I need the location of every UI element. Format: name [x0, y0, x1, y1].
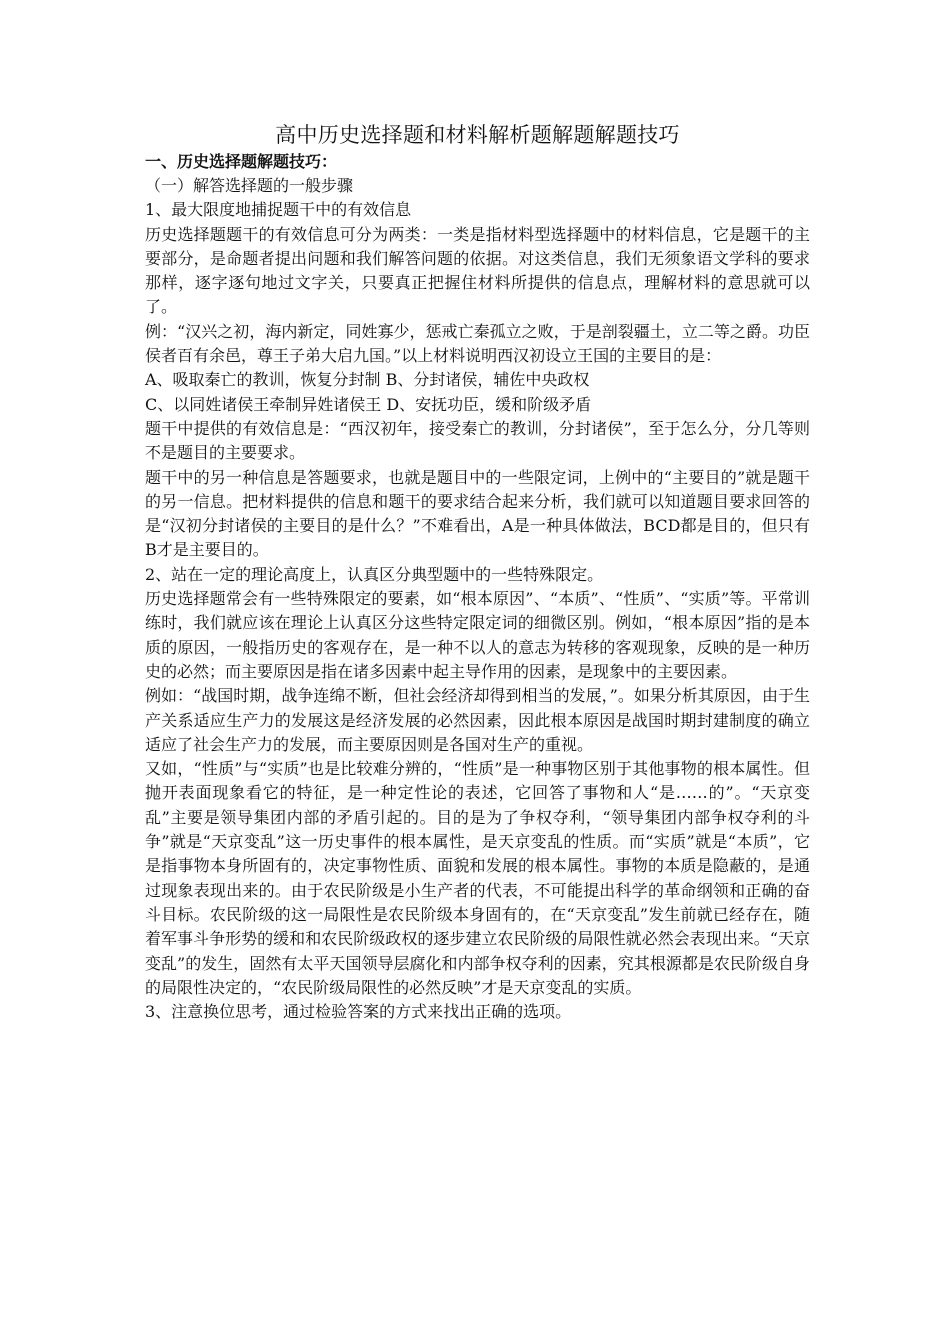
- document-page: [145, 120, 810, 1024]
- sub-heading-steps: （一）解答选择题的一般步骤: [145, 176, 354, 195]
- document-title: 高中历史选择题和材料解析题解题解题技巧: [275, 123, 680, 147]
- section-heading: 一、历史选择题解题技巧：: [145, 152, 338, 171]
- options-ab: A、吸取秦亡的教训，恢复分封制 B、分封诸侯，辅佐中央政权: [145, 370, 590, 390]
- options-cd: C、以同姓诸侯王牵制异姓诸侯王 D、安抚功臣，缓和阶级矛盾: [145, 394, 592, 414]
- example-paragraph: 例：“汉兴之初，海内新定，同姓寡少，惩戒亡秦孤立之败，于是剖裂疆土，立二等之爵。功臣侯者百有余邑，尊王子弟大启九国。”以上材料说明西汉初设立王国的主要目的是：: [145, 321, 810, 366]
- step-3-heading: 3、注意换位思考，通过检验答案的方式来找出正确的选项。: [145, 1002, 572, 1022]
- paragraph: 历史选择题题干的有效信息可分为两类：一类是指材料型选择题中的材料信息，它是题干的主要部分，是命题者提出问题和我们解答问题的依据。对这类信息，我们无须象语文学科的要求那样，逐字逐句地过文字关，只要真正把握住材料所提供的信息点，理解材料的意思就可以了。: [145, 224, 810, 317]
- paragraph: 又如，“性质”与“实质”也是比较难分辨的，“性质”是一种事物区别于其他事物的根本属性。但抛开表面现象看它的特征，是一种定性论的表述，它回答了事物和人“是……的”。“天京变乱”主要是领导集团内部的矛盾引起的。目的是为了争权夺利，“领导集团内部争权夺利的斗争”就是“天京变乱”这一历史事件的根本属性，是天京变乱的性质。而“实质”就是“本质”，它是指事物本身所固有的，决定事物性质、面貌和发展的根本属性。事物的本质是隐蔽的，是通过现象表现出来的。由于农民阶级是小生产者的代表，不可能提出科学的革命纲领和正确的奋斗目标。农民阶级的这一局限性是农民阶级本身固有的，在“天京变乱”发生前就已经存在，随着军事斗争形势的缓和和农民阶级政权的逐步建立农民阶级的局限性就必然会表现出来。“天京变乱”的发生，固然有太平天国领导层腐化和内部争权夺利的因素，究其根源都是农民阶级自身的局限性决定的，“农民阶级局限性的必然反映”才是天京变乱的实质。: [145, 759, 810, 997]
- paragraph: 题干中的另一种信息是答题要求，也就是题目中的一些限定词，上例中的“主要目的”就是题干的另一信息。把材料提供的信息和题干的要求结合起来分析，我们就可以知道题目要求回答的是“汉初分封诸侯的主要目的是什么？”不难看出，A是一种具体做法，BCD都是目的，但只有B才是主要目的。: [145, 467, 810, 560]
- example-paragraph: 例如：“战国时期，战争连绵不断，但社会经济却得到相当的发展，”。如果分析其原因，由于生产关系适应生产力的发展这是经济发展的必然因素，因此根本原因是战国时期封建制度的确立适应了社会生产力的发展，而主要原因则是各国对生产的重视。: [145, 686, 810, 754]
- paragraph: 题干中提供的有效信息是：“西汉初年，接受秦亡的教训，分封诸侯”，至于怎么分，分几等则不是题目的主要要求。: [145, 418, 810, 463]
- paragraph: 历史选择题常会有一些特殊限定的要素，如“根本原因”、“本质”、“性质”、“实质”等。平常训练时，我们就应该在理论上认真区分这些特定限定词的细微区别。例如，“根本原因”指的是本质的原因，一般指历史的客观存在，是一种不以人的意志为转移的客观现象，反映的是一种历史的必然；而主要原因是指在诸多因素中起主导作用的因素，是现象中的主要因素。: [145, 589, 810, 681]
- step-1-heading: 1、最大限度地捕捉题干中的有效信息: [145, 200, 412, 220]
- step-2-heading: 2、站在一定的理论高度上，认真区分典型题中的一些特殊限定。: [145, 564, 604, 584]
